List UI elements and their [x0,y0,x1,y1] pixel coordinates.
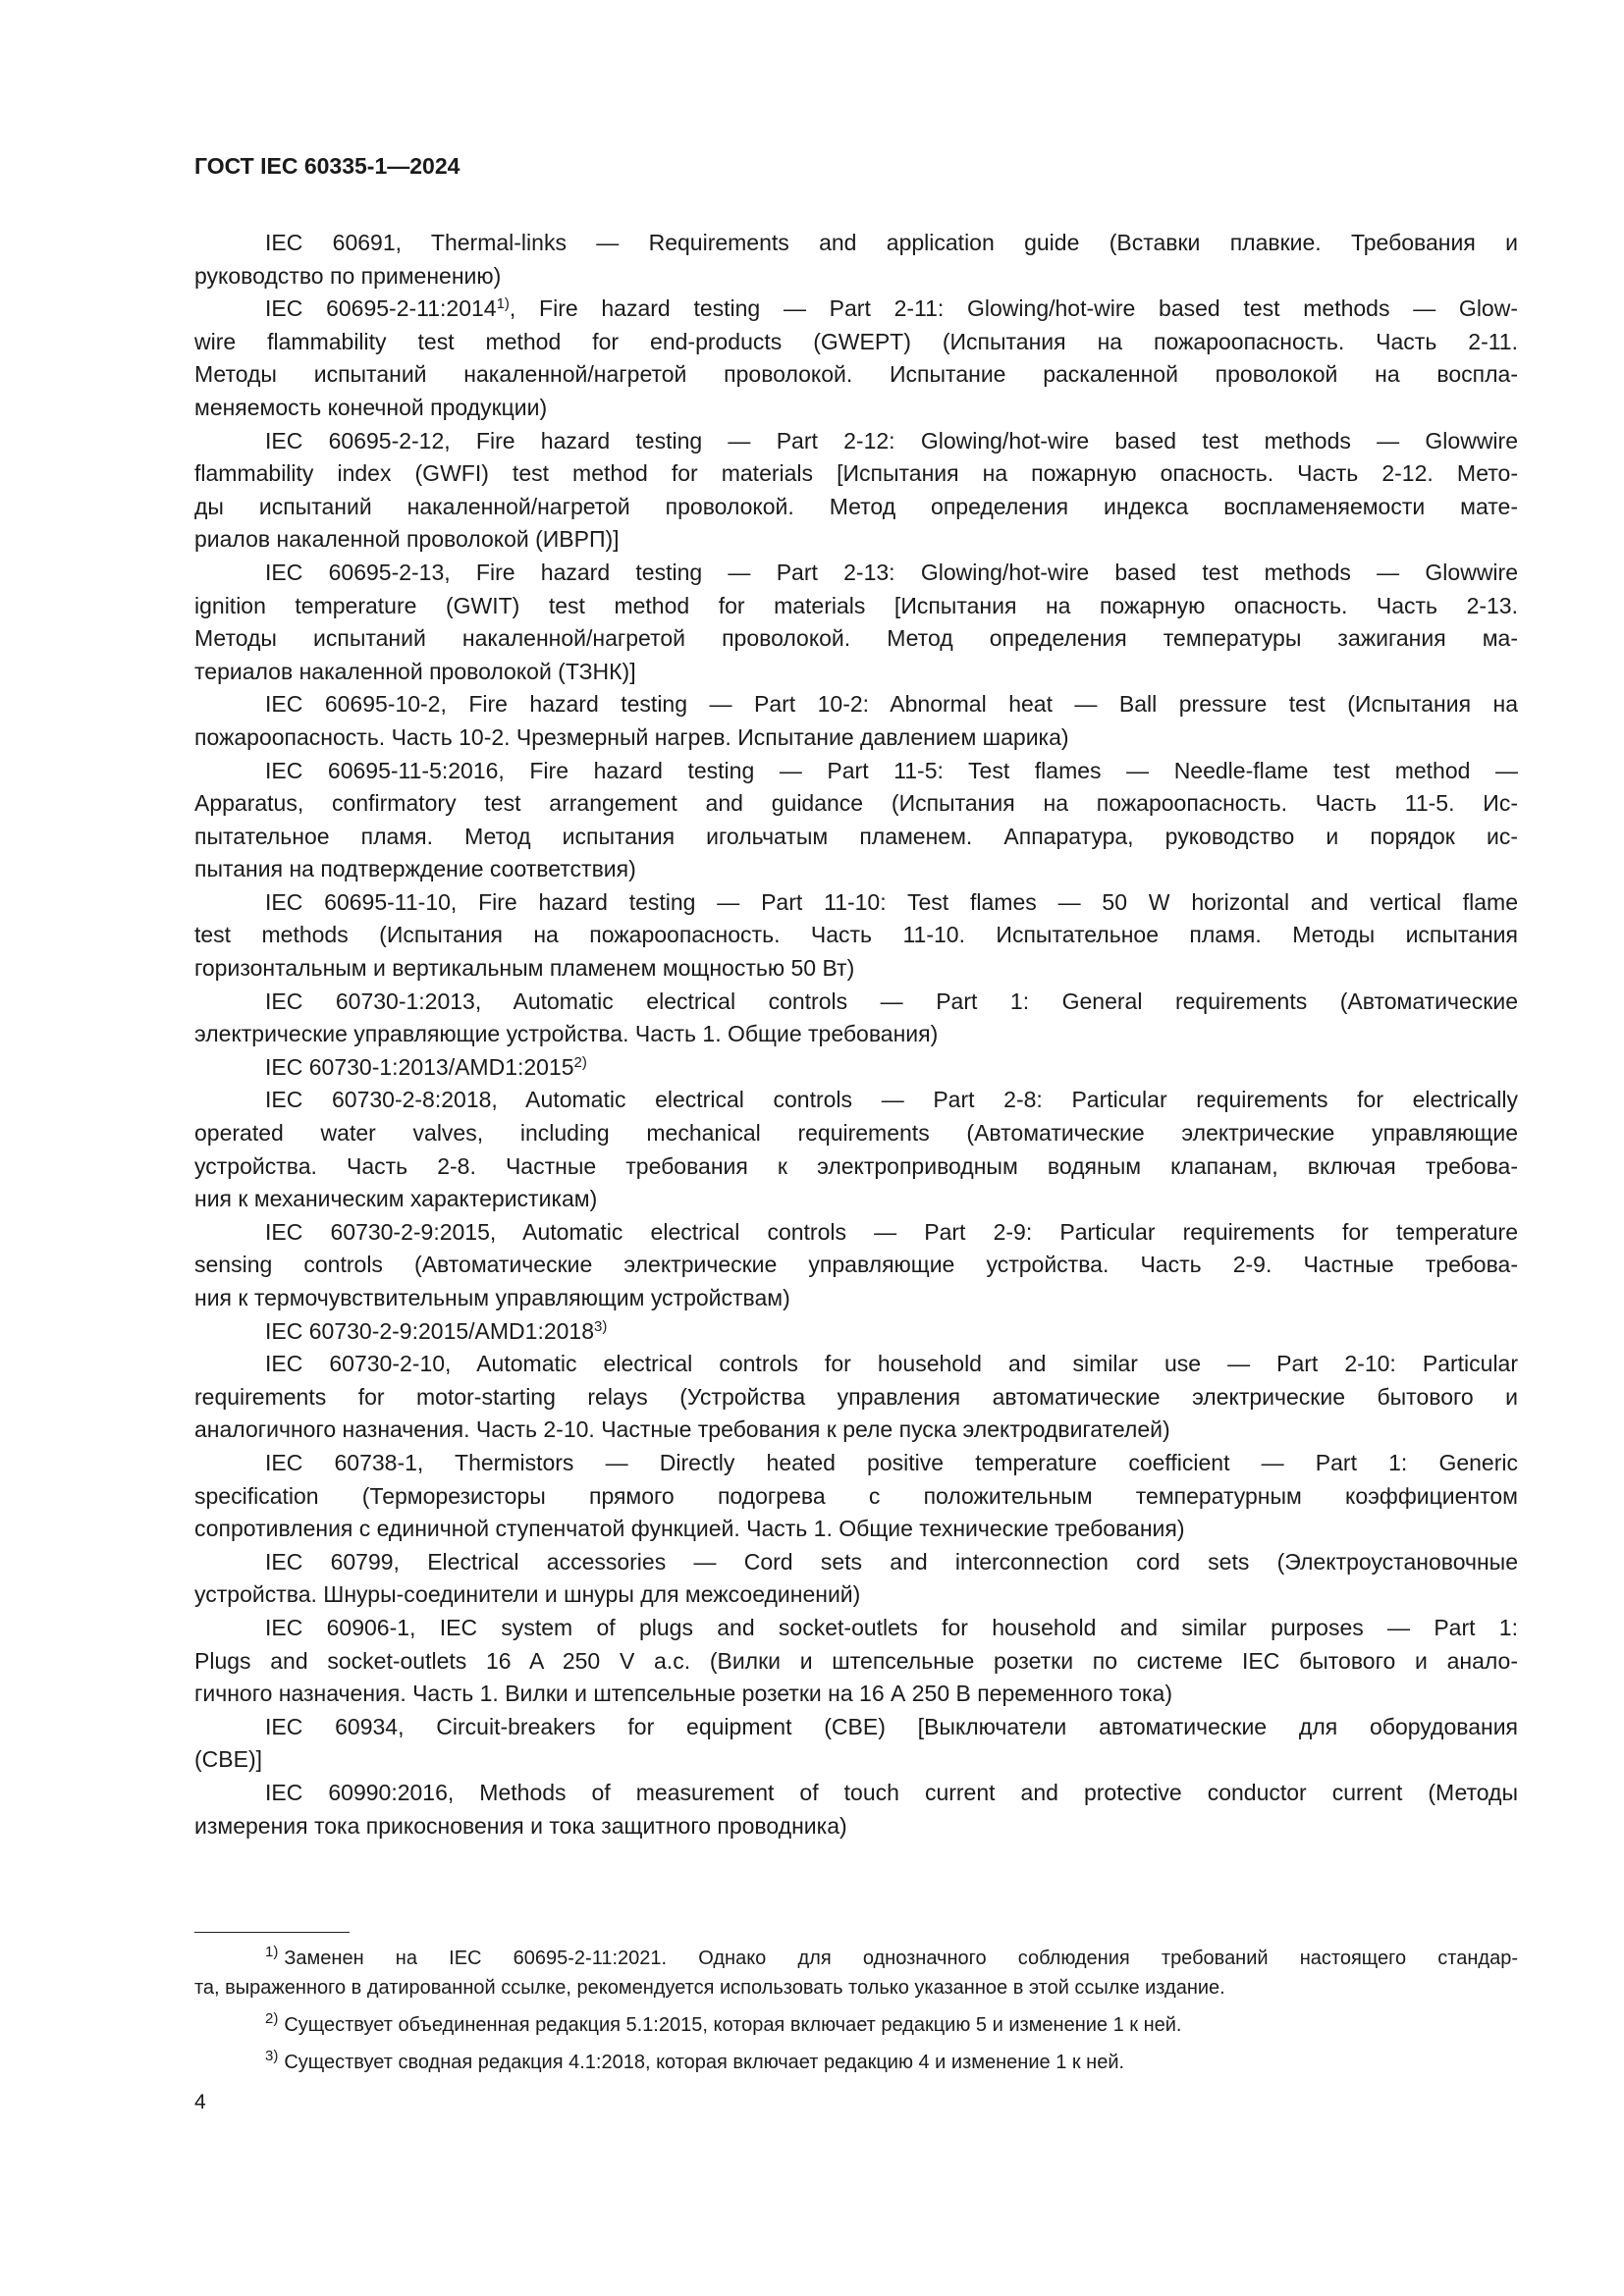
reference-line [194,787,1518,821]
reference-entry [194,425,1518,557]
line-text: , Fire hazard testing — Part 2-11: Glowing/hot-wire based test methods — Glow- [509,295,1518,322]
line-text: IEC 60730-1:2013/AMD1:2015 [265,1053,574,1080]
line-text: пытательное пламя. Метод испытания игольчатым пламенем. Аппаратура, руководство и порядок ис- [194,823,1518,849]
reference-line [194,919,1518,952]
line-text: wire flammability test method for end-products (GWEPT) (Испытания на пожароопасность. Часть 2-11. [194,328,1518,354]
reference-line [194,260,1518,294]
reference-entry [194,1051,1518,1085]
reference-line [194,1447,1518,1480]
reference-line [194,1612,1518,1645]
reference-line [194,590,1518,623]
reference-line [194,1513,1518,1546]
footnote-text: та, выраженного в датированной ссылке, рекомендуется использовать только указанное в этой ссылке издание. [194,1977,1225,1999]
reference-line [194,358,1518,392]
reference-line [194,886,1518,920]
footnotes [194,1944,1518,2077]
reference-line [194,1282,1518,1315]
reference-line [194,656,1518,689]
reference-entry [194,1216,1518,1315]
reference-entry [194,886,1518,986]
reference-line [194,1414,1518,1447]
line-text: ния к термочувствительным управляющим устройствам) [194,1285,790,1310]
footnote [194,2048,1518,2077]
reference-entry [194,1612,1518,1711]
line-text: пытания на подтверждение соответствия) [194,856,636,882]
line-text: requirements for motor-starting relays (Устройства управления автоматические электрические бытового и [194,1383,1518,1410]
line-text: IEC 60695-10-2, Fire hazard testing — Part 10-2: Abnormal heat — Ball pressure test (Испытания на [265,691,1518,718]
reference-entry [194,227,1518,293]
reference-line [194,1150,1518,1184]
reference-line [194,1216,1518,1250]
line-text: риалов накаленной проволокой (ИВРП)] [194,526,620,553]
line-text: сопротивления с единичной ступенчатой функцией. Часть 1. Общие технические требования) [194,1516,1185,1542]
reference-line [194,853,1518,886]
reference-entry [194,755,1518,886]
footnote-line [194,2010,1518,2040]
reference-line [194,952,1518,986]
line-text: flammability index (GWFI) test method for materials [Испытания на пожарную опасность. Часть 2-12. Мето- [194,460,1518,487]
footnote-marker: 1) [265,1944,279,1960]
footnote-text: Существует объединенная редакция 5.1:2015, которая включает редакцию 5 и изменение 1 к ней. [284,2014,1182,2036]
reference-line [194,1018,1518,1051]
reference-line [194,457,1518,491]
reference-line [194,1315,1518,1349]
footnote-marker: 1) [496,295,510,313]
line-text: териалов накаленной проволокой (ТЗНК)] [194,658,636,684]
reference-entry [194,986,1518,1051]
line-text: IEC 60695-11-5:2016, Fire hazard testing — Part 11-5: Test flames — Needle-flame test method — [265,757,1518,783]
footnote-line [194,2048,1518,2077]
reference-entry [194,293,1518,424]
line-text: operated water valves, including mechanical requirements (Автоматические электрические управляющие [194,1120,1518,1147]
reference-line [194,1348,1518,1381]
line-text: IEC 60730-2-10, Automatic electrical controls for household and similar use — Part 2-10: Particular [265,1351,1518,1377]
reference-entry [194,1348,1518,1447]
footnote-marker: 2) [573,1053,587,1071]
line-text: гичного назначения. Часть 1. Вилки и штепсельные розетки на 16 А 250 В переменного тока) [194,1681,1173,1707]
reference-entry [194,1084,1518,1215]
reference-line [194,1645,1518,1679]
reference-line [194,1117,1518,1150]
line-text: IEC 60695-2-13, Fire hazard testing — Part 2-13: Glowing/hot-wire based test methods — Glowwire [265,559,1518,585]
line-text: IEC 60730-2-8:2018, Automatic electrical controls — Part 2-8: Particular requirements for electrically [265,1087,1518,1113]
reference-line [194,1678,1518,1711]
reference-entry [194,1546,1518,1612]
footnote-marker: 2) [265,2010,279,2027]
reference-line [194,491,1518,524]
reference-entry [194,1315,1518,1349]
normative-references-list [194,227,1518,1842]
reference-line [194,227,1518,260]
line-text: ignition temperature (GWIT) test method for materials [Испытания на пожарную опасность. Часть 2-13. [194,592,1518,618]
reference-line [194,688,1518,721]
reference-line [194,1546,1518,1579]
reference-line [194,1743,1518,1777]
reference-line [194,1051,1518,1085]
reference-line [194,1578,1518,1612]
footnote-line [194,1973,1518,2002]
line-text: устройства. Часть 2-8. Частные требования к электроприводным водяным клапанам, включая требова- [194,1152,1518,1179]
line-text: IEC 60730-2-9:2015/AMD1:2018 [265,1317,594,1344]
footnote-marker: 3) [594,1317,608,1335]
line-text: ния к механическим характеристикам) [194,1186,598,1212]
footnote-marker: 3) [265,2048,279,2064]
line-text: устройства. Шнуры-соединители и шнуры для межсоединений) [194,1581,861,1608]
line-text: IEC 60695-2-11:2014 [265,295,497,322]
reference-line [194,986,1518,1019]
page-number: 4 [194,2091,206,2113]
line-text: горизонтальным и вертикальным пламенем мощностью 50 Вт) [194,955,855,982]
reference-line [194,557,1518,590]
reference-entry [194,1447,1518,1546]
line-text: руководство по применению) [194,262,502,289]
reference-entry [194,1777,1518,1842]
line-text: IEC 60934, Circuit-breakers for equipment (CBE) [Выключатели автоматические для оборудования [265,1713,1518,1739]
reference-line [194,293,1518,326]
line-text: меняемость конечной продукции) [194,394,548,420]
line-text: IEC 60730-2-9:2015, Automatic electrical controls — Part 2-9: Particular requirements for temperature [265,1218,1518,1245]
line-text: (CBE)] [194,1746,262,1773]
reference-line [194,1183,1518,1216]
line-text: IEC 60691, Thermal-links — Requirements and application guide (Вставки плавкие. Требования и [265,230,1518,255]
line-text: IEC 60730-1:2013, Automatic electrical controls — Part 1: General requirements (Автоматические [265,988,1518,1014]
line-text: IEC 60799, Electrical accessories — Cord sets and interconnection cord sets (Электроустановочные [265,1548,1518,1575]
footnote [194,1944,1518,2002]
line-text: IEC 60695-2-12, Fire hazard testing — Part 2-12: Glowing/hot-wire based test methods — Glowwire [265,427,1518,454]
reference-line [194,1480,1518,1514]
line-text: Apparatus, confirmatory test arrangement and guidance (Испытания на пожароопасность. Часть 11-5. Ис- [194,790,1518,817]
reference-line [194,1711,1518,1744]
line-text: Plugs and socket-outlets 16 A 250 V a.c. (Вилки и штепсельные розетки по системе IEC бытового и анало- [194,1647,1518,1674]
line-text: specification (Терморезисторы прямого подогрева с положительным температурным коэффициентом [194,1482,1518,1509]
reference-line [194,392,1518,425]
reference-entry [194,1711,1518,1777]
reference-line [194,1381,1518,1415]
footnote-divider [194,1932,350,1933]
reference-line [194,721,1518,755]
reference-line [194,755,1518,788]
line-text: IEC 60695-11-10, Fire hazard testing — Part 11-10: Test flames — 50 W horizontal and vertical flame [265,888,1518,915]
footnote-text: Заменен на IEC 60695-2-11:2021. Однако для однозначного соблюдения требований настоящего стандар- [284,1948,1518,1969]
reference-line [194,326,1518,359]
line-text: IEC 60990:2016, Methods of measurement of touch current and protective conductor current (Методы [265,1779,1518,1805]
line-text: аналогичного назначения. Часть 2-10. Частные требования к реле пуска электродвигателей) [194,1416,1170,1443]
line-text: IEC 60738-1, Thermistors — Directly heated positive temperature coefficient — Part 1: Generic [265,1449,1518,1475]
line-text: ды испытаний накаленной/нагретой проволокой. Метод определения индекса воспламеняемости мате- [194,493,1518,519]
footnote [194,2010,1518,2040]
reference-line [194,425,1518,458]
reference-line [194,821,1518,854]
line-text: Методы испытаний накаленной/нагретой проволокой. Метод определения температуры зажигания ма- [194,625,1518,652]
line-text: test methods (Испытания на пожароопасность. Часть 11-10. Испытательное пламя. Методы испытания [194,922,1518,948]
footnote-text: Существует сводная редакция 4.1:2018, которая включает редакцию 4 и изменение 1 к ней. [284,2052,1125,2073]
line-text: IEC 60906-1, IEC system of plugs and socket-outlets for household and similar purposes — Part 1: [265,1614,1518,1640]
line-text: измерения тока прикосновения и тока защитного проводника) [194,1812,847,1839]
reference-line [194,1810,1518,1843]
reference-line [194,1249,1518,1282]
reference-line [194,1777,1518,1810]
line-text: Методы испытаний накаленной/нагретой проволокой. Испытание раскаленной проволокой на воспла- [194,361,1518,388]
line-text: пожароопасность. Часть 10-2. Чрезмерный нагрев. Испытание давлением шарика) [194,723,1069,750]
document-header-title: ГОСТ IEC 60335-1—2024 [194,153,460,179]
reference-line [194,622,1518,656]
line-text: sensing controls (Автоматические электрические управляющие устройства. Часть 2-9. Частные требова- [194,1252,1518,1278]
reference-line [194,523,1518,557]
footnote-line [194,1944,1518,1973]
reference-entry [194,557,1518,688]
line-text: электрические управляющие устройства. Часть 1. Общие требования) [194,1021,939,1047]
reference-line [194,1084,1518,1117]
reference-entry [194,688,1518,754]
